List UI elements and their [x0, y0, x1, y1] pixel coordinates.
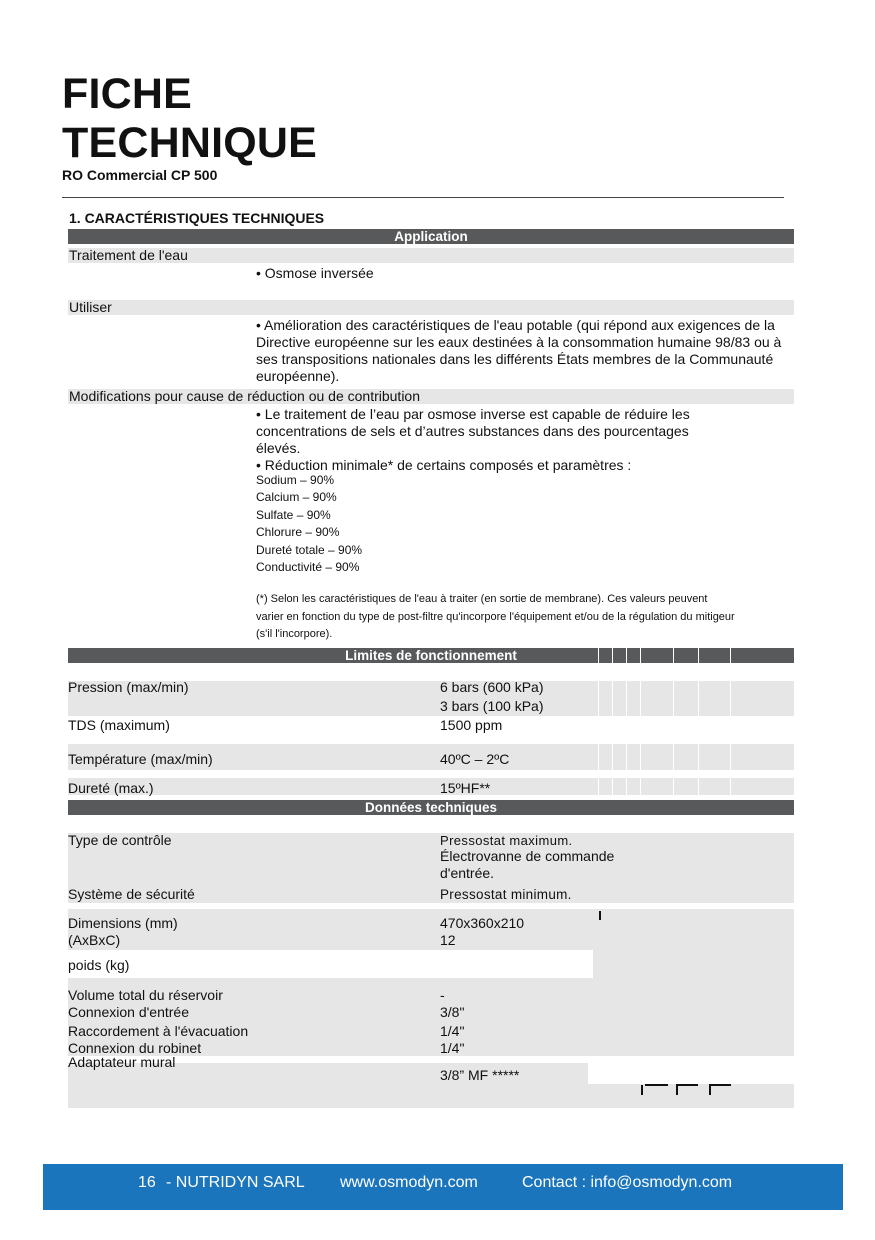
list-item: Sulfate – 90%	[256, 507, 331, 522]
robinet-label: Connexion du robinet	[68, 1040, 202, 1056]
reduction-title: • Réduction minimale* de certains composés et paramètres :	[256, 457, 632, 473]
limites-gap2	[68, 770, 794, 778]
mark-bracket	[709, 1084, 711, 1095]
entree-value: 3/8"	[440, 1004, 465, 1020]
mark-tick	[599, 911, 601, 920]
temp-label: Température (max/min)	[68, 751, 213, 767]
list-item: Chlorure – 90%	[256, 525, 340, 540]
list-item: Conductivité – 90%	[256, 560, 360, 575]
tds-value: 1500 ppm	[440, 717, 503, 733]
footnote: (*) Selon les caractéristiques de l'eau à traiter (en sortie de membrane). Ces valeurs peuvent varier en fonction du type de post-filtre qu'incorpore l'équipement et/ou de la régulation du mitigeur (s'il l'incorpore).	[256, 593, 735, 640]
pression-min: 3 bars (100 kPa)	[440, 698, 544, 714]
donnees-gap	[68, 950, 593, 978]
limites-bar: Limites de fonctionnement	[68, 648, 794, 663]
footer-contact-link[interactable]: Contact : info@osmodyn.com	[522, 1174, 733, 1191]
mark-bracket	[709, 1084, 731, 1086]
durete-label: Dureté (max.)	[68, 780, 154, 796]
pression-label: Pression (max/min)	[68, 679, 189, 695]
list-item: Sodium – 90%	[256, 473, 335, 487]
modif-label: Modifications pour cause de réduction ou de contribution	[69, 388, 420, 404]
volume-value: -	[440, 987, 445, 1003]
traitement-label: Traitement de l'eau	[69, 247, 188, 263]
securite-label: Système de sécurité	[68, 886, 195, 902]
controle-label: Type de contrôle	[68, 832, 172, 848]
robinet-value: 1/4"	[440, 1040, 465, 1056]
mural-label: Adaptateur mural	[68, 1054, 176, 1070]
mark-bracket	[676, 1084, 678, 1095]
section-heading: 1. CARACTÉRISTIQUES TECHNIQUES	[69, 210, 325, 226]
footer-website-link[interactable]: www.osmodyn.com	[340, 1174, 478, 1191]
entree-label: Connexion d'entrée	[68, 1004, 189, 1020]
utiliser-value: • Amélioration des caractéristiques de l'eau potable (qui répond aux exigences de la Directive européenne sur les eaux destinées à la consommation humaine 98/83 ou à ses transpositions nationales dans les différents États membres de la Communauté européenne).	[256, 317, 782, 384]
list-item: Dureté totale – 90%	[256, 542, 363, 557]
mark-bracket	[676, 1084, 698, 1086]
evacuation-label: Raccordement à l'évacuation	[68, 1023, 249, 1039]
poids-label: poids (kg)	[68, 957, 130, 973]
limites-gap	[68, 716, 794, 744]
row-utiliser-bg	[68, 300, 794, 315]
utiliser-label: Utiliser	[69, 299, 112, 315]
temp-value: 40ºC – 2ºC	[440, 751, 510, 767]
controle-value1: Pressostat maximum.	[440, 833, 573, 848]
mark-tick	[641, 1085, 643, 1095]
dimensions-value: 470x360x210	[440, 915, 525, 931]
poids-value: 12	[440, 932, 456, 948]
header-divider	[62, 197, 784, 198]
footer-company: - NUTRIDYN SARL	[166, 1174, 305, 1191]
footer-page-number: 16	[138, 1174, 156, 1191]
dimensions-label: Dimensions (mm)	[68, 915, 178, 931]
modif-value: • Le traitement de l’eau par osmose inverse est capable de réduire les concentrations de sels et d’autres substances dans des pourcentages élevés.	[256, 406, 690, 456]
axbxc-label: (AxBxC)	[68, 932, 121, 948]
controle-value2: Électrovanne de commande d'entrée.	[440, 848, 615, 881]
reduction-list	[256, 472, 362, 576]
product-subtitle: RO Commercial CP 500	[62, 167, 218, 183]
page-title-line2: TECHNIQUE	[62, 119, 318, 167]
list-item: Calcium – 90%	[256, 490, 337, 505]
footer-bar	[43, 1164, 843, 1210]
mural-value: 3/8” MF *****	[440, 1067, 520, 1083]
tds-label: TDS (maximum)	[68, 717, 170, 733]
durete-value: 15ºHF**	[440, 780, 491, 796]
evacuation-value: 1/4"	[440, 1023, 465, 1039]
mark-bracket	[645, 1084, 668, 1086]
pression-max: 6 bars (600 kPa)	[440, 679, 544, 695]
application-bar: Application	[68, 229, 794, 244]
page-title-line1: FICHE	[62, 70, 192, 118]
traitement-value: • Osmose inversée	[256, 265, 374, 281]
donnees-bar: Données techniques	[68, 800, 794, 815]
volume-label: Volume total du réservoir	[68, 987, 223, 1003]
securite-value: Pressostat minimum.	[440, 887, 572, 902]
